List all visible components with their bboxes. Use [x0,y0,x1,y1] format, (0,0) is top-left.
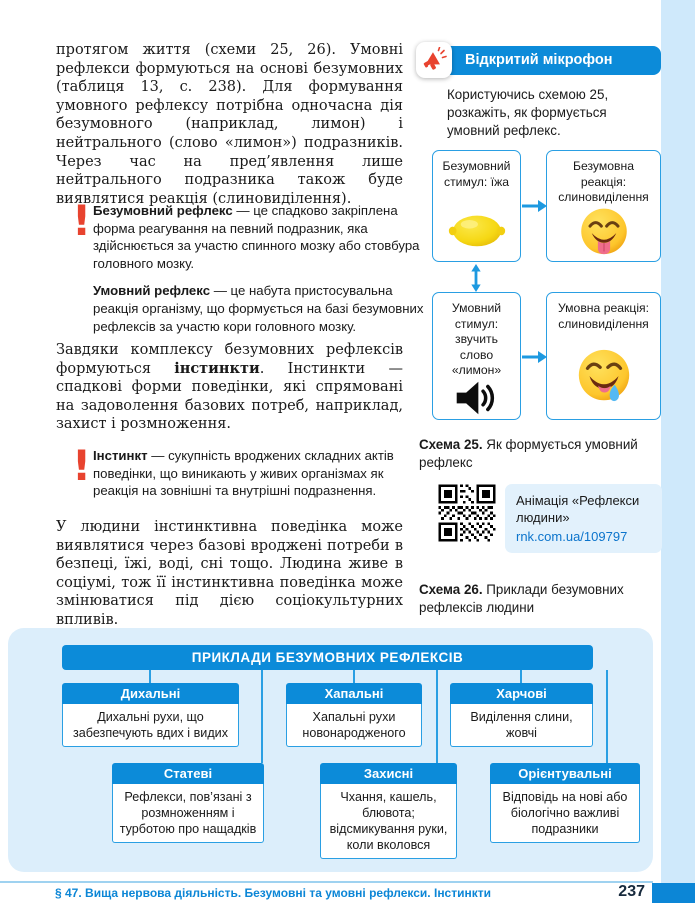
node-desc: Чхання, кашель, блювота; відсмикування руки, коли вколовся [320,784,457,859]
footer-corner-accent [652,883,695,903]
paragraph-instincts [56,341,403,434]
node-title: Статеві [112,763,264,784]
connector-line [261,670,263,763]
caption-number: Схема 26. [419,582,483,597]
flowchart-panel [8,628,653,872]
box-label: Безумовний стимул: їжа [442,159,511,189]
scheme25-box-unconditioned-stimulus [432,150,521,262]
microphone-task-text: Користуючись схемою 25, розкажіть, як формується умовний рефлекс. [447,87,609,138]
connector-line [149,670,151,683]
open-microphone-header [441,46,661,75]
definition-term: Умовний рефлекс [93,283,211,299]
exclamation-icon: ! [72,196,92,245]
flowchart-node-orienting [490,763,640,843]
node-desc: Виділення слини, жовчі [450,704,593,747]
definition-unconditioned-reflex [93,202,427,272]
exclamation-icon: ! [72,441,92,490]
box-label: Безумовна реакція: слиновиділення [558,159,649,204]
caption-text: Приклади безумовних рефлексів людини [419,582,624,615]
flowchart-title: ПРИКЛАДИ БЕЗУМОВНИХ РЕФЛЕКСІВ [62,645,593,670]
flowchart-node-food [450,683,593,747]
caption-text: Як формується умовний рефлекс [419,437,638,470]
page-margin-band [661,0,695,883]
scheme25-box-unconditioned-reaction [546,150,661,262]
definition-term: Безумовний рефлекс [93,203,233,218]
arrow-right-icon [521,350,548,369]
connector-line [606,670,608,763]
node-desc: Хапальні рухи новонародженого [286,704,422,747]
animation-title: Анімація «Рефлекси людини» [516,493,640,525]
arrow-right-icon [521,199,548,218]
flowchart-node-sexual [112,763,264,843]
scheme25-box-conditioned-reaction [546,292,661,420]
scheme25-caption [419,436,654,471]
paragraph-behavior: У людини інстинктивна поведінка може виявлятися через базові вроджені потреби в безпеці, їжі, воді, сні тощо. Людина живе в соціумі, тож її інстинктивна поведінка може змінюватися під дією соціокультурних впливів. [56,519,403,628]
animation-link-panel [505,484,662,553]
lemon-icon [447,209,507,256]
definition-body: — сукупність вроджених складних актів поведінки, що виникають у живих організмах як реакція на зовнішні та внутрішні подразнення. [93,448,394,499]
flowchart-node-grasping [286,683,422,747]
definition-conditioned-reflex [93,282,427,335]
definition-term: Інстинкт [93,448,148,463]
scheme25-box-conditioned-stimulus [432,292,521,420]
megaphone-icon [416,42,452,78]
node-desc: Рефлекси, пов’язані з розмноженням і турботою про нащадків [112,784,264,843]
flowchart-node-defensive [320,763,457,859]
definition-block-instinct [72,441,427,510]
definition-body: — це спадково закріплена форма реагування на певний подразник, яка здійснюється за участю спинного мозку або стовбура головного мозку. [93,203,420,271]
page-number: 237 [618,883,645,900]
box-label: Умовний стимул: звучить слово «лимон» [451,301,502,377]
animation-link[interactable]: rnk.com.ua/109797 [516,529,628,544]
footer-divider [0,881,653,883]
flowchart-node-respiratory [62,683,239,747]
paragraph-text: Завдяки комплексу безумовних рефлексів формуються [56,342,403,377]
node-desc: Дихальні рухи, що забезпечують вдих і видих [62,704,239,747]
speaker-icon [454,379,500,422]
node-title: Захисні [320,763,457,784]
paragraph-intro: протягом життя (схеми 25, 26). Умовні рефлекси формуються на основі безумовних (таблиця 13, с. 238). Для формування умовного рефлексу потрібна одночасна дія безумовного (наприклад, лимон) і нейтрального (слово «лимон») подразників. Через час на пред’явлення лише нейтрального подразника також буде виявлятися реакція (слиновиділення). [56,42,403,207]
tongue-emoji-icon [576,206,632,267]
paragraph-bold-word: інстинкти [174,359,260,377]
definition-instinct [93,447,427,500]
connector-line [520,670,522,683]
open-microphone-title: Відкритий мікрофон [465,52,613,68]
box-label: Умовна реакція: слиновиділення [557,301,650,331]
connector-line [436,670,438,763]
paragraph-text: . Інстинкти — спадкові форми поведінки, які спрямовані на задоволення базових потреб, наприклад, захист і розмноження. [56,360,403,433]
node-title: Хапальні [286,683,422,704]
connector-line [353,670,355,683]
definition-block-reflexes [72,196,427,345]
node-title: Орієнтувальні [490,763,640,784]
footer-section-title: § 47. Вища нервова діяльність. Безумовні та умовні рефлекси. Інстинкти [55,886,491,900]
node-title: Харчові [450,683,593,704]
caption-number: Схема 25. [419,437,483,452]
scheme26-caption [419,581,654,616]
node-title: Дихальні [62,683,239,704]
node-desc: Відповідь на нові або біологічно важливі подразники [490,784,640,843]
drool-emoji-icon [573,347,635,414]
qr-code [433,479,501,547]
definition-body: — це набута пристосувальна реакція організму, що формується на базі безумовних рефлексів за участю кори головного мозку. [93,283,424,334]
